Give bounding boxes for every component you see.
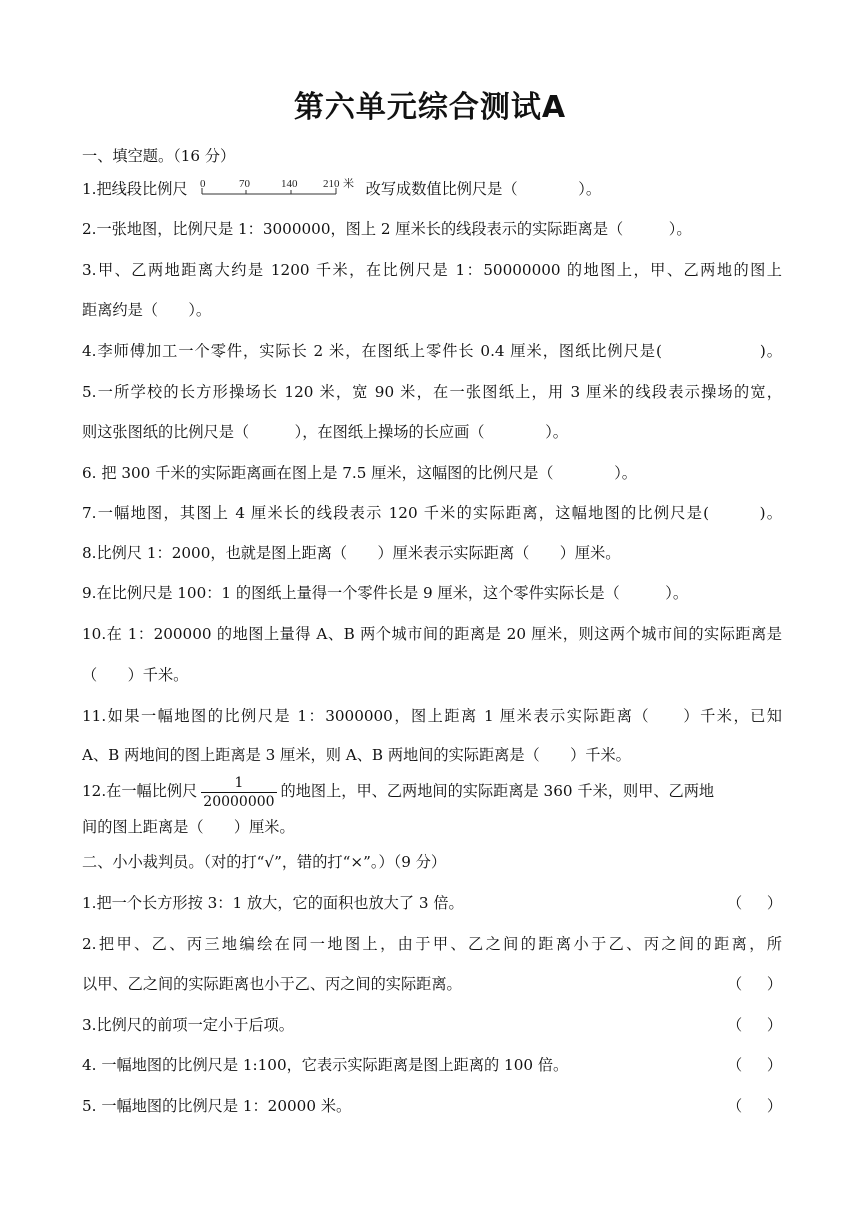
question-1-12-line2: 间的图上距离是（ ）厘米。 [82, 818, 295, 836]
question-1-6: 6. 把 300 千米的实际距离画在图上是 7.5 厘米，这幅图的比例尺是（ ）。 [82, 464, 637, 482]
question-text: 1.把线段比例尺 [82, 180, 188, 198]
answer-parentheses[interactable]: （ ） [727, 1016, 782, 1034]
question-text: 改写成数值比例尺是（ ）。 [365, 180, 602, 198]
scale-tick-label: 140 [280, 178, 298, 190]
question-text: 12.在一幅比例尺 [82, 782, 198, 800]
question-text: 的地图上，甲、乙两地间的实际距离是 360 千米，则甲、乙两地 [280, 782, 715, 800]
question-1-11-line2: A、B 两地间的图上距离是 3 厘米，则 A、B 两地间的实际距离是（ ）千米。 [82, 746, 631, 764]
section1-heading: 一、填空题。（16 分） [82, 147, 236, 165]
scale-unit-label: 米 [342, 178, 354, 190]
question-1-12-line1 [82, 772, 782, 811]
answer-parentheses[interactable]: （ ） [727, 1097, 782, 1115]
answer-parentheses[interactable]: （ ） [727, 894, 782, 912]
page-title: 第六单元综合测试A [293, 90, 567, 125]
question-text: 3.比例尺的前项一定小于后项。 [82, 1016, 294, 1034]
scale-tick-label: 70 [238, 178, 250, 190]
question-1-5-line2: 则这张图纸的比例尺是（ ），在图纸上操场的长应画（ ）。 [82, 423, 568, 441]
fraction-numerator: 1 [234, 774, 244, 791]
line-scale-bar [198, 178, 358, 200]
question-2-2-line1: 2.把甲、乙、丙三地编绘在同一地图上，由于甲、乙之间的距离小于乙、丙之间的距离，所 [82, 935, 782, 953]
question-2-3 [82, 1015, 782, 1035]
question-text: 5. 一幅地图的比例尺是 1：20000 米。 [82, 1097, 352, 1115]
question-1-7: 7.一幅地图，其图上 4 厘米长的线段表示 120 千米的实际距离，这幅地图的比例尺是( )。 [82, 504, 782, 522]
question-1-5-line1: 5.一所学校的长方形操场长 120 米，宽 90 米，在一张图纸上，用 3 厘米的线段表示操场的宽， [82, 383, 782, 401]
section2-heading: 二、小小裁判员。（对的打“√”，错的打“×”。）（9 分） [82, 853, 447, 871]
answer-parentheses[interactable]: （ ） [727, 1056, 782, 1074]
question-1-1 [82, 178, 782, 200]
question-1-9: 9.在比例尺是 100：1 的图纸上量得一个零件长是 9 厘米，这个零件实际长是（ ）。 [82, 584, 689, 602]
question-1-11-line1: 11.如果一幅地图的比例尺是 1：3000000，图上距离 1 厘米表示实际距离（ ）千米，已知 [82, 707, 782, 725]
question-1-2: 2.一张地图，比例尺是 1：3000000，图上 2 厘米长的线段表示的实际距离是（ ）。 [82, 220, 692, 238]
question-text: 1.把一个长方形按 3：1 放大，它的面积也放大了 3 倍。 [82, 894, 464, 912]
fraction-denominator: 20000000 [203, 793, 275, 810]
question-1-4: 4.李师傅加工一个零件，实际长 2 米，在图纸上零件长 0.4 厘米，图纸比例尺是( )。 [82, 342, 782, 360]
scale-tick-label: 0 [199, 178, 206, 190]
scale-fraction [201, 774, 276, 811]
question-2-4 [82, 1055, 782, 1075]
question-2-1 [82, 893, 782, 913]
question-1-8: 8.比例尺 1：2000，也就是图上距离（ ）厘米表示实际距离（ ）厘米。 [82, 544, 621, 562]
question-text: 以甲、乙之间的实际距离也小于乙、丙之间的实际距离。 [82, 975, 462, 993]
question-1-10-line1: 10.在 1：200000 的地图上量得 A、B 两个城市间的距离是 20 厘米，则这两个城市间的实际距离是 [82, 625, 782, 643]
question-2-5 [82, 1096, 782, 1116]
question-1-10-line2: （ ）千米。 [82, 666, 189, 684]
scale-tick-label: 210 [322, 178, 340, 190]
question-2-2-line2 [82, 974, 782, 994]
question-1-3-line1: 3.甲、乙两地距离大约是 1200 千米，在比例尺是 1：50000000 的地图上，甲、乙两地的图上 [82, 261, 782, 279]
answer-parentheses[interactable]: （ ） [727, 975, 782, 993]
question-1-3-line2: 距离约是（ ）。 [82, 301, 212, 319]
question-text: 4. 一幅地图的比例尺是 1:100，它表示实际距离是图上距离的 100 倍。 [82, 1056, 569, 1074]
